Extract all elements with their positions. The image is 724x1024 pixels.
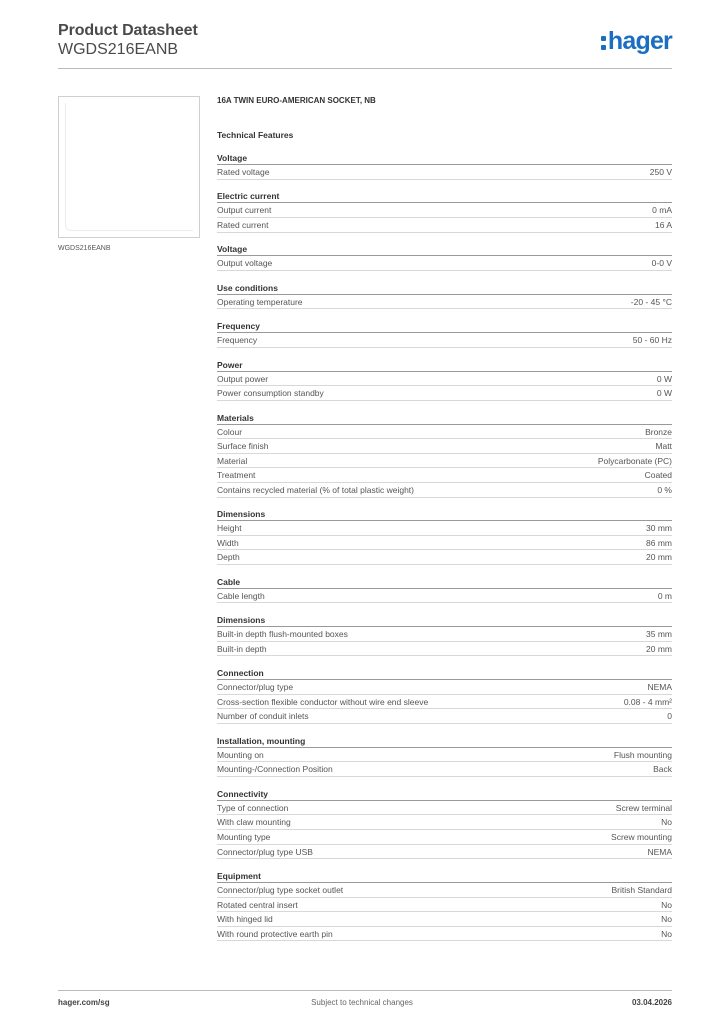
feature-group-title: Connectivity	[217, 787, 672, 801]
header-divider	[58, 68, 672, 69]
feature-value: 50 - 60 Hz	[632, 335, 672, 346]
feature-row	[217, 536, 672, 551]
logo-dots-icon	[601, 27, 607, 55]
feature-group-title: Dimensions	[217, 613, 672, 627]
feature-row	[217, 912, 672, 927]
feature-row	[217, 830, 672, 845]
feature-row	[217, 372, 672, 387]
document-title: Product Datasheet	[58, 22, 198, 39]
feature-name: Power consumption standby	[217, 388, 324, 399]
feature-name: Depth	[217, 552, 240, 563]
feature-group-title: Equipment	[217, 869, 672, 883]
datasheet-content	[217, 96, 672, 951]
feature-row	[217, 550, 672, 565]
feature-row	[217, 898, 672, 913]
feature-row	[217, 203, 672, 218]
feature-row	[217, 801, 672, 816]
feature-name: Material	[217, 455, 248, 466]
feature-row	[217, 333, 672, 348]
feature-value: Coated	[644, 470, 672, 481]
feature-value: NEMA	[647, 846, 672, 857]
feature-name: Built-in depth	[217, 643, 267, 654]
feature-name: Rated current	[217, 219, 269, 230]
feature-group	[217, 507, 672, 565]
feature-value: Screw terminal	[615, 802, 672, 813]
feature-group-title: Cable	[217, 575, 672, 589]
feature-name: Surface finish	[217, 441, 269, 452]
feature-name: Cable length	[217, 590, 265, 601]
feature-group	[217, 189, 672, 232]
feature-row	[217, 748, 672, 763]
logo-text: hager	[607, 27, 672, 55]
feature-row	[217, 454, 672, 469]
feature-value: Flush mounting	[613, 749, 672, 760]
feature-group	[217, 613, 672, 656]
feature-row	[217, 425, 672, 440]
feature-value: No	[661, 914, 672, 925]
technical-features-title: Technical Features	[217, 130, 294, 140]
feature-group-title: Voltage	[217, 151, 672, 165]
feature-group	[217, 358, 672, 401]
feature-value: -20 - 45 °C	[630, 296, 672, 307]
feature-group	[217, 411, 672, 498]
feature-name: Number of conduit inlets	[217, 711, 309, 722]
feature-group-title: Installation, mounting	[217, 734, 672, 748]
feature-value: Back	[653, 764, 672, 775]
feature-name: Colour	[217, 426, 243, 437]
feature-row	[217, 680, 672, 695]
feature-value: Bronze	[645, 426, 672, 437]
feature-value: 250 V	[649, 167, 672, 177]
feature-group	[217, 575, 672, 604]
feature-group-title: Voltage	[217, 242, 672, 256]
product-image-outline	[65, 103, 193, 231]
feature-name: Contains recycled material (% of total plastic weight)	[217, 484, 414, 495]
feature-row	[217, 386, 672, 401]
feature-value: 0 W	[656, 388, 672, 399]
footer-date: 03.04.2026	[631, 998, 672, 1007]
feature-value: No	[661, 817, 672, 828]
feature-value: 0 m	[657, 590, 672, 601]
feature-group-title: Connection	[217, 666, 672, 680]
feature-group-title: Use conditions	[217, 281, 672, 295]
feature-row	[217, 165, 672, 180]
feature-value: 0.08 - 4 mm²	[623, 696, 672, 707]
feature-row	[217, 521, 672, 536]
feature-row	[217, 468, 672, 483]
feature-group	[217, 281, 672, 310]
feature-row	[217, 815, 672, 830]
feature-name: Cross-section flexible conductor without wire end sleeve	[217, 696, 429, 707]
feature-value: 35 mm	[646, 629, 672, 640]
feature-name: Connector/plug type	[217, 682, 294, 693]
feature-group-title: Electric current	[217, 189, 672, 203]
feature-value: No	[661, 899, 672, 910]
feature-group-title: Frequency	[217, 319, 672, 333]
feature-row	[217, 439, 672, 454]
feature-name: Operating temperature	[217, 296, 303, 307]
feature-row	[217, 218, 672, 233]
feature-name: Rotated central insert	[217, 899, 298, 910]
feature-name: Rated voltage	[217, 167, 270, 177]
feature-row	[217, 709, 672, 724]
feature-row	[217, 883, 672, 898]
feature-group	[217, 787, 672, 859]
footer-divider	[58, 990, 672, 991]
footer-notice: Subject to technical changes	[311, 998, 413, 1007]
feature-row	[217, 589, 672, 604]
feature-group-title: Dimensions	[217, 507, 672, 521]
feature-value: 86 mm	[646, 537, 672, 548]
feature-value: 0-0 V	[651, 258, 672, 269]
feature-group	[217, 734, 672, 777]
feature-row	[217, 927, 672, 942]
feature-name: Output power	[217, 373, 269, 384]
hager-logo	[601, 27, 672, 55]
document-header	[58, 22, 198, 59]
feature-value: Polycarbonate (PC)	[597, 455, 672, 466]
feature-row	[217, 627, 672, 642]
feature-value: 30 mm	[646, 523, 672, 534]
feature-group	[217, 319, 672, 348]
product-image	[58, 96, 200, 238]
feature-value: No	[661, 928, 672, 939]
feature-row	[217, 762, 672, 777]
feature-name: Treatment	[217, 470, 256, 481]
feature-row	[217, 642, 672, 657]
feature-row	[217, 845, 672, 860]
product-name: 16A TWIN EURO-AMERICAN SOCKET, NB	[217, 96, 376, 105]
feature-name: Type of connection	[217, 802, 289, 813]
feature-value: 0 W	[656, 373, 672, 384]
feature-row	[217, 256, 672, 271]
feature-value: 0 %	[657, 484, 672, 495]
feature-name: Mounting type	[217, 832, 271, 842]
feature-value: 20 mm	[646, 552, 672, 563]
footer-website-link[interactable]: hager.com/sg	[58, 998, 110, 1007]
feature-value: British Standard	[611, 884, 672, 895]
feature-value: Matt	[655, 441, 672, 452]
feature-name: Connector/plug type socket outlet	[217, 884, 344, 895]
feature-name: With claw mounting	[217, 817, 291, 828]
feature-group	[217, 242, 672, 271]
feature-row	[217, 295, 672, 310]
feature-row	[217, 483, 672, 498]
feature-name: Height	[217, 523, 242, 534]
feature-name: Frequency	[217, 335, 258, 346]
feature-value: 20 mm	[646, 643, 672, 654]
feature-value: NEMA	[647, 682, 672, 693]
feature-row	[217, 695, 672, 710]
feature-group	[217, 869, 672, 941]
feature-group	[217, 151, 672, 180]
feature-value: 0	[667, 711, 672, 722]
feature-name: Built-in depth flush-mounted boxes	[217, 629, 348, 640]
feature-name: Output voltage	[217, 258, 273, 269]
feature-name: Output current	[217, 205, 272, 216]
feature-group-title: Materials	[217, 411, 672, 425]
feature-group	[217, 666, 672, 724]
feature-value: 16 A	[654, 219, 672, 230]
feature-name: Width	[217, 537, 239, 548]
feature-value: Screw mounting	[611, 832, 672, 842]
feature-name: With round protective earth pin	[217, 928, 333, 939]
feature-value: 0 mA	[652, 205, 672, 216]
feature-group-title: Power	[217, 358, 672, 372]
feature-name: With hinged lid	[217, 914, 273, 925]
feature-name: Mounting-/Connection Position	[217, 764, 333, 775]
feature-name: Mounting on	[217, 749, 264, 760]
feature-name: Connector/plug type USB	[217, 846, 313, 857]
feature-groups	[217, 151, 672, 941]
product-code: WGDS216EANB	[58, 41, 179, 58]
product-image-caption: WGDS216EANB	[58, 245, 111, 252]
